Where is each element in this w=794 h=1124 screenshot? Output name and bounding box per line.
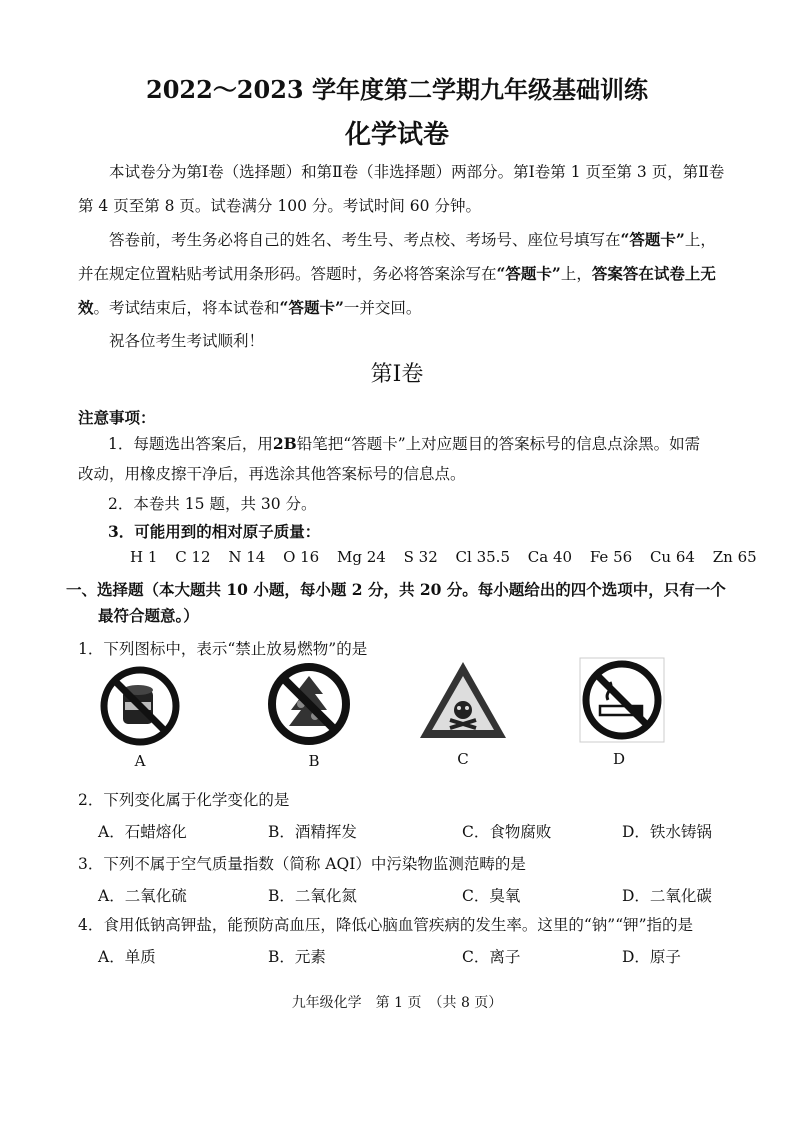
mass-item: O 16	[283, 548, 320, 566]
atomic-masses	[130, 548, 770, 566]
mass-item: Cl 35.5	[455, 548, 510, 566]
mass-item: S 32	[403, 548, 438, 566]
question-2-stem: 2．下列变化属于化学变化的是	[78, 791, 290, 809]
intro-paragraph-2	[78, 223, 728, 325]
question-3-stem: 3．下列不属于空气质量指数（简称 AQI）中污染物监测范畴的是	[78, 855, 526, 873]
option-a: A．二氧化硫	[98, 887, 187, 905]
exam-title: 2022～2023 学年度第二学期九年级基础训练	[146, 75, 648, 104]
note-text: 上对应题目的答案标号的信息点涂黑。如需	[405, 435, 701, 453]
icon-label-a: A	[134, 752, 146, 770]
option-c: C．食物腐败	[462, 823, 552, 841]
option-b: B．二氧化氮	[268, 887, 357, 905]
answer-card-term: “答题卡”	[279, 298, 344, 317]
option-b: B．元素	[268, 948, 326, 966]
option-d: D．二氧化碳	[622, 887, 712, 905]
mass-item: Mg 24	[337, 548, 386, 566]
answer-card-term: “答题卡”	[343, 435, 406, 453]
no-smoking-icon	[578, 656, 666, 744]
toxic-warning-icon	[416, 658, 510, 742]
note-2: 2．本卷共 15 题，共 30 分。	[108, 495, 317, 513]
icon-label-c: C	[457, 750, 469, 768]
note-3: 3．可能用到的相对原子质量：	[108, 522, 321, 541]
invalid-warning: 答案答在试卷上无效	[78, 264, 716, 317]
exam-subtitle: 化学试卷	[344, 120, 449, 150]
note-text: 铅笔把	[296, 435, 344, 453]
page-footer: 九年级化学 第 1 页 （共 8 页）	[291, 995, 503, 1011]
note-1-continued: 改动，用橡皮擦干净后，再选涂其他答案标号的信息点。	[78, 465, 466, 483]
section-title: 第Ⅰ卷	[370, 362, 424, 387]
mass-item: Fe 56	[589, 548, 633, 566]
mass-item: H 1	[130, 548, 158, 566]
answer-card-term: “答题卡”	[496, 264, 561, 283]
option-c: C．臭氧	[462, 887, 521, 905]
mass-item: C 12	[175, 548, 211, 566]
mass-item: N 14	[228, 548, 266, 566]
note-text: 1．每题选出答案后，用	[108, 435, 273, 453]
intro-text: 上，并在规定位置粘贴考试用条形码。答题时，务必将答案涂写在	[78, 231, 716, 283]
mass-item: Zn 65	[712, 548, 757, 566]
option-a: A．单质	[98, 948, 156, 966]
intro-paragraph-1: 本试卷分为第Ⅰ卷（选择题）和第Ⅱ卷（非选择题）两部分。第Ⅰ卷第 1 页至第 3 页，第Ⅱ卷第 4 页至第 8 页。试卷满分 100 分。考试时间 60 分钟。	[78, 163, 725, 215]
option-a: A．石蜡熔化	[98, 823, 187, 841]
option-d: D．铁水铸锅	[622, 823, 712, 841]
intro-text: 答卷前，考生务必将自己的姓名、考生号、考点校、考场号、座位号填写在	[109, 231, 621, 249]
part1-heading: 一、选择题（本大题共 10 小题，每小题 2 分，共 20 分。每小题给出的四个选项中，只有一个	[66, 580, 726, 599]
part1-heading-continued: 最符合题意。）	[98, 606, 199, 625]
note-1	[108, 432, 700, 454]
intro-text: 上，	[560, 265, 592, 283]
icon-label-b: B	[308, 752, 320, 770]
question-1-stem: 1．下列图标中，表示“禁止放易燃物”的是	[78, 640, 368, 658]
question-4-stem: 4．食用低钠高钾盐，能预防高血压，降低心脑血管疾病的发生率。这里的“钠”“钾”指的是	[78, 916, 694, 934]
icon-label-d: D	[612, 750, 626, 768]
mass-item: Cu 64	[649, 548, 695, 566]
option-b: B．酒精挥发	[268, 823, 357, 841]
option-c: C．离子	[462, 948, 521, 966]
mass-item: Ca 40	[527, 548, 573, 566]
pencil-grade: 2B	[272, 434, 297, 453]
good-luck-line: 祝各位考生考试顺利！	[109, 332, 265, 350]
intro-text: 一并交回。	[343, 299, 422, 317]
no-flammables-icon	[265, 660, 353, 748]
answer-card-term: “答题卡”	[620, 230, 685, 249]
option-d: D．原子	[622, 948, 681, 966]
notes-heading: 注意事项：	[78, 408, 156, 427]
no-barrel-icon	[98, 664, 182, 748]
intro-text: 。考试结束后，将本试卷和	[93, 299, 280, 317]
